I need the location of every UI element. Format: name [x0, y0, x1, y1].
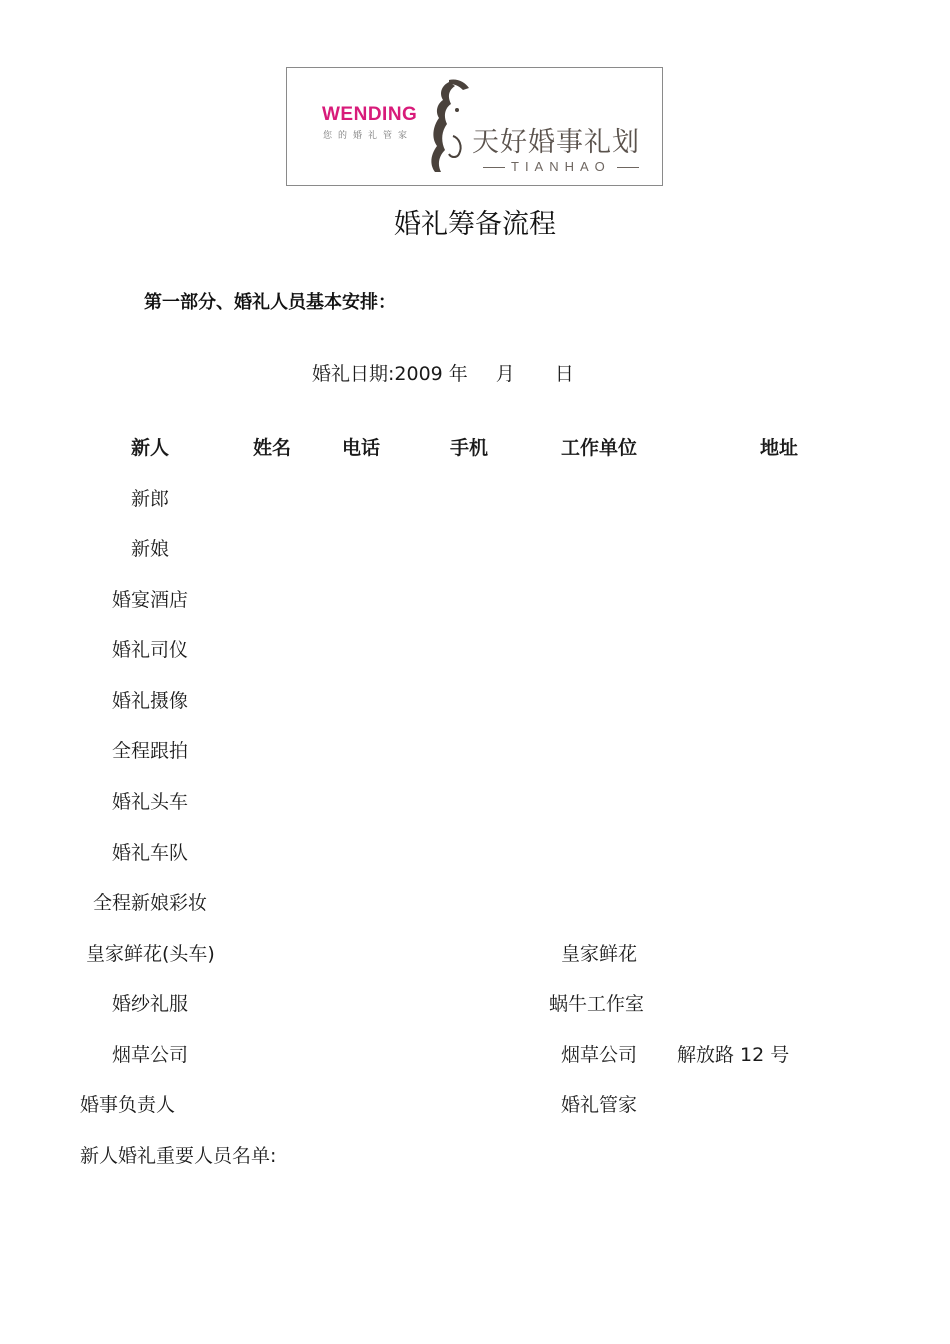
bride-silhouette-icon: [419, 76, 475, 178]
page-title: 婚礼筹备流程: [394, 209, 556, 240]
row-role: 婚礼车队: [112, 842, 189, 864]
row-role: 婚礼摄像: [112, 690, 189, 712]
wedding-date-line: [312, 359, 574, 386]
logo-name-cn: 天好婚事礼划: [472, 127, 640, 158]
company-logo: [286, 67, 663, 186]
row-company: 蜗牛工作室: [549, 993, 645, 1015]
header-address: 地址: [760, 437, 799, 459]
header-phone: 电话: [342, 437, 381, 459]
row-address: 解放路 12 号: [677, 1044, 790, 1066]
wedding-date-label: 婚礼日期:2009 年: [312, 363, 468, 385]
row-role: 全程新娘彩妆: [93, 892, 208, 914]
header-name: 姓名: [253, 437, 292, 459]
section-heading: 第一部分、婚礼人员基本安排：: [144, 292, 396, 313]
important-people-heading: 新人婚礼重要人员名单:: [80, 1145, 277, 1167]
row-company: 烟草公司: [561, 1044, 638, 1066]
row-company: 皇家鲜花: [561, 943, 638, 965]
row-role: 婚礼司仪: [112, 639, 189, 661]
header-company: 工作单位: [561, 437, 638, 459]
wedding-date-month: 月: [495, 363, 515, 385]
row-company: 婚礼管家: [561, 1094, 638, 1116]
logo-brand: WENDING: [322, 104, 418, 125]
logo-tagline: 您的婚礼管家: [323, 131, 414, 141]
row-role: 皇家鲜花(头车): [86, 943, 215, 965]
row-role: 婚宴酒店: [112, 589, 189, 611]
row-role: 婚礼头车: [112, 791, 189, 813]
header-mobile: 手机: [450, 437, 489, 459]
row-role: 婚纱礼服: [112, 993, 189, 1015]
header-role: 新人: [131, 437, 170, 459]
logo-name-en: TIANHAO: [477, 159, 645, 174]
row-role: 烟草公司: [112, 1044, 189, 1066]
row-role: 全程跟拍: [112, 740, 189, 762]
row-role: 新娘: [131, 538, 170, 560]
row-role: 婚事负责人: [80, 1094, 176, 1116]
row-role: 新郎: [131, 488, 170, 510]
wedding-date-day: 日: [554, 363, 574, 385]
